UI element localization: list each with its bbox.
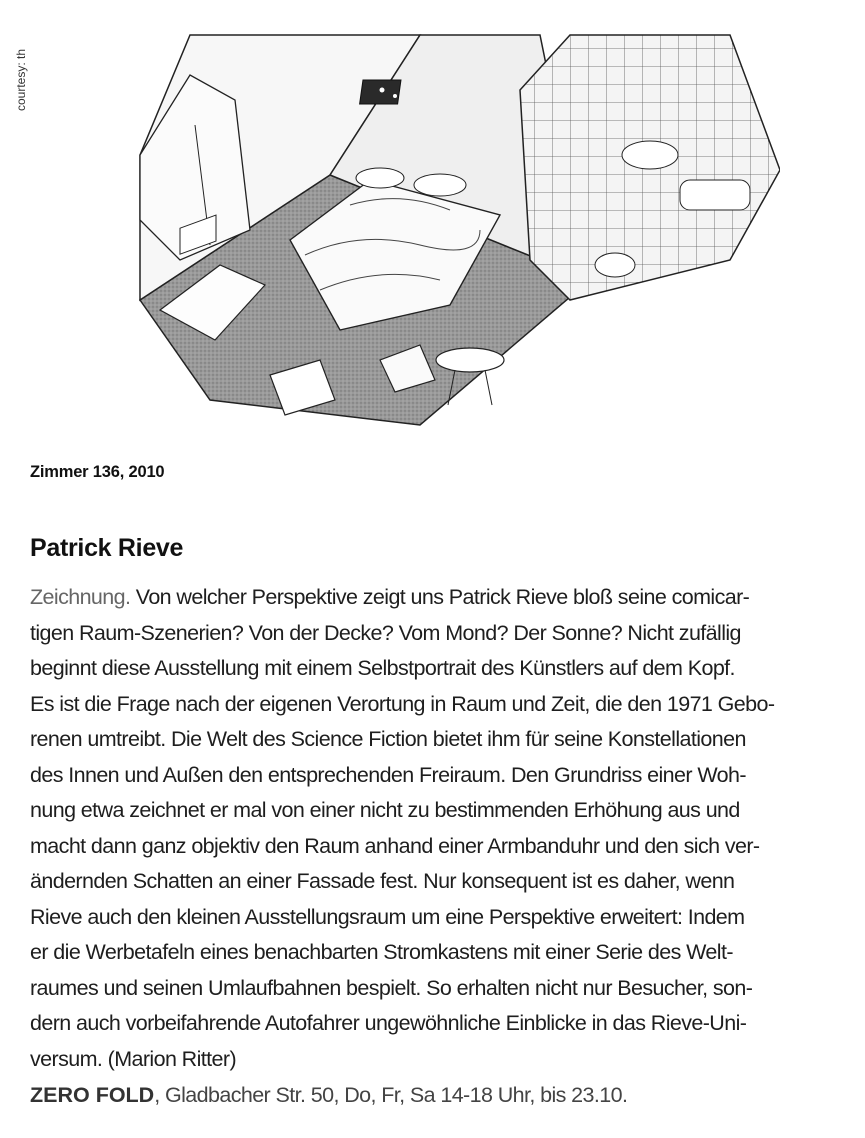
article-line: ändernden Schatten an einer Fassade fest. Nur konsequent ist es daher, wenn — [30, 869, 735, 893]
article-line: renen umtreibt. Die Welt des Science Fiction bietet ihm für seine Konstellationen — [30, 727, 746, 751]
article-line: beginnt diese Ausstellung mit einem Selbstportrait des Künstlers auf dem Kopf. — [30, 656, 735, 680]
article-line: des Innen und Außen den entsprechenden Freiraum. Den Grundriss einer Woh- — [30, 762, 746, 787]
article-line: macht dann ganz objektiv den Raum anhand einer Armbanduhr und den sich ver- — [30, 833, 760, 858]
image-caption: Zimmer 136, 2010 — [30, 463, 165, 481]
venue-details: , Gladbacher Str. 50, Do, Fr, Sa 14-18 Uhr, bis 23.10. — [154, 1083, 628, 1107]
window — [360, 80, 401, 104]
article-line: Es ist die Frage nach der eigenen Verortung in Raum und Zeit, die den 1971 Gebo- — [30, 691, 775, 716]
article-line: Rieve auch den kleinen Ausstellungsraum um eine Perspektive erweitert: Indem — [30, 904, 745, 929]
venue-info — [30, 1083, 860, 1108]
room-illustration — [120, 30, 780, 430]
genre-label: Zeichnung. — [30, 585, 131, 609]
photo-credit — [6, 40, 36, 120]
article-line: versum. (Marion Ritter) — [30, 1046, 237, 1071]
photo-credit-text: courtesy: th — [14, 48, 28, 112]
article-line — [30, 580, 860, 616]
article-line-text: Von welcher Perspektive zeigt uns Patrick Rieve bloß seine comicar- — [130, 585, 750, 609]
article-line: dern auch vorbeifahrende Autofahrer ungewöhnliche Einblicke in das Rieve-Uni- — [30, 1011, 747, 1035]
article-line: raumes und seinen Umlaufbahnen bespielt. So erhalten nicht nur Besucher, son- — [30, 975, 753, 1000]
table — [436, 348, 504, 372]
article-line: nung etwa zeichnet er mal von einer nicht zu bestimmenden Erhöhung aus und — [30, 798, 740, 822]
article-line: er die Werbetafeln eines benachbarten Stromkastens mit einer Serie des Welt- — [30, 940, 733, 964]
article-body — [30, 580, 860, 1077]
article-line: tigen Raum-Szenerien? Von der Decke? Vom Mond? Der Sonne? Nicht zufällig — [30, 620, 741, 645]
venue-name: ZERO FOLD — [30, 1083, 155, 1107]
article-headline: Patrick Rieve — [30, 534, 184, 562]
